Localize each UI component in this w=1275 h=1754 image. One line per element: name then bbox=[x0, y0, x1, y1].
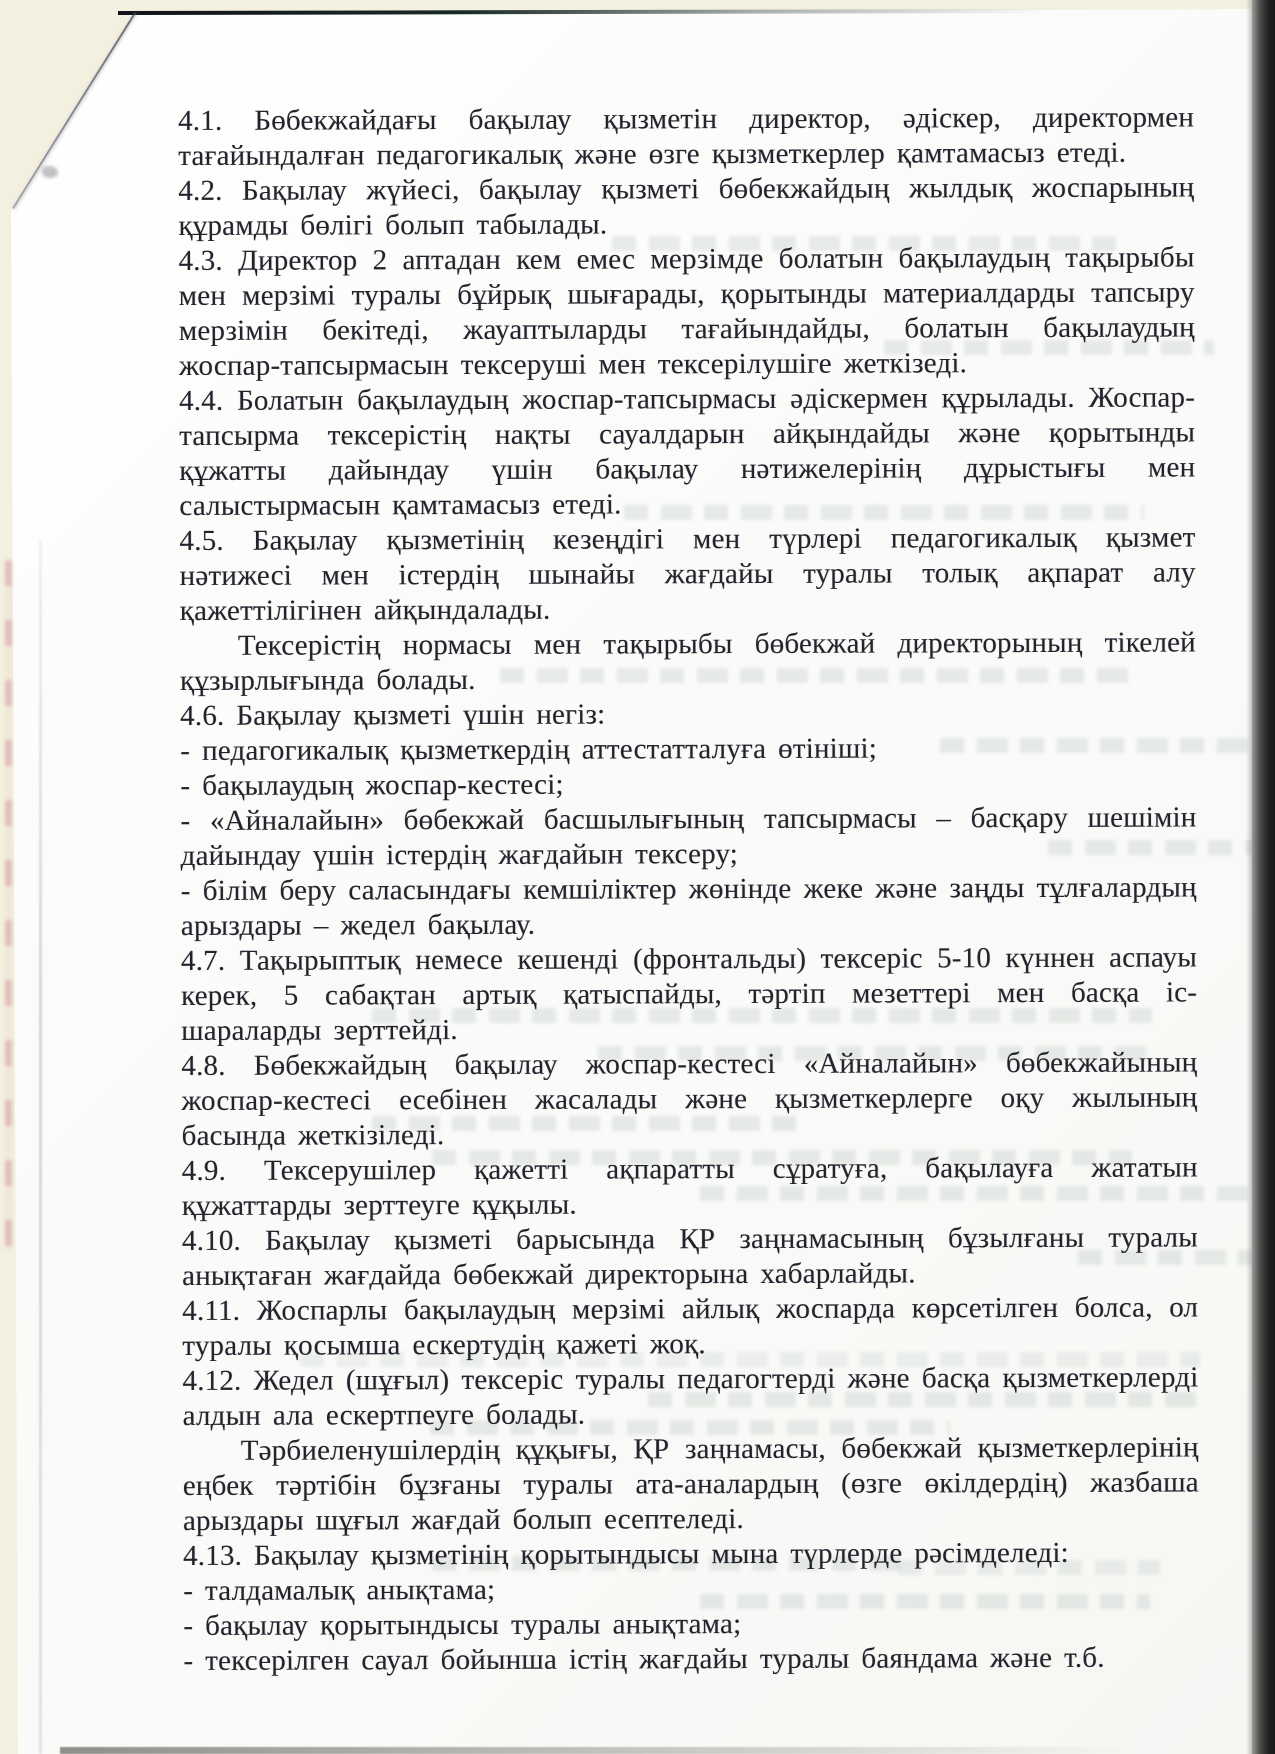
paragraph: 4.10. Бақылау қызметі барысында ҚР заңнамасының бұзылғаны туралы анықтаған жағдайда бөбекжай директорына хабарлайды. bbox=[181, 1221, 1199, 1292]
paragraph: 4.9. Тексерушілер қажетті ақпаратты сұратуға, бақылауға жататын құжаттарды зерттеуге құқылы. bbox=[181, 1151, 1198, 1222]
paragraph: 4.3. Директор 2 аптадан кем емес мерзімде болатын бақылаудың тақырыбы мен мерзімі туралы бұйрық шығарады, қорытынды материалдарды тапсыру мерзімін бекітеді, жауаптыларды тағайындайды, болатын бақылаудың жоспар-тапсырмасын тексеруші мен тексерілушіге жеткізеді. bbox=[178, 241, 1195, 382]
paragraph: - білім беру саласындағы кемшіліктер жөнінде жеке және заңды тұлғалардың арыздары – жедел бақылау. bbox=[180, 871, 1197, 942]
scan-edge-bottom bbox=[60, 1747, 1255, 1754]
paragraph: - бақылау қорытындысы туралы анықтама; bbox=[183, 1608, 742, 1642]
pink-edge-marks bbox=[5, 560, 12, 1250]
document-text bbox=[178, 100, 1199, 1679]
paragraph: 4.7. Тақырыптық немесе кешенді (фронтальды) тексеріс 5-10 күннен аспауы керек, 5 сабақтан артық қатыспайды, тәртіп мезеттері мен басқа іс-шараларды зерттейді. bbox=[180, 941, 1198, 1047]
paragraph: 4.2. Бақылау жүйесі, бақылау қызметі бөбекжайдың жылдық жоспарының құрамды бөлігі болып табылады. bbox=[178, 171, 1195, 242]
paragraph: Тексерістің нормасы мен тақырыбы бөбекжай директорының тікелей құзырлығында болады. bbox=[179, 626, 1196, 697]
paper-crease bbox=[39, 540, 42, 1754]
paragraph: - тексерілген сауал бойынша істің жағдайы туралы баяндама және т.б. bbox=[183, 1641, 1105, 1677]
paragraph: - «Айналайын» бөбекжай басшылығының тапсырмасы – басқару шешімін дайындау үшін істердің жағдайын тексеру; bbox=[180, 801, 1197, 872]
paragraph: - бақылаудың жоспар-кестесі; bbox=[180, 768, 564, 802]
paragraph: 4.12. Жедел (шұғыл) тексеріс туралы педагогтерді және басқа қызметкерлерді алдын ала ескертпеуге болады. bbox=[182, 1361, 1199, 1432]
paragraph: 4.5. Бақылау қызметінің кезеңдігі мен түрлері педагогикалық қызмет нәтижесі мен істердің шынайы жағдайы туралы толық ақпарат алу қажеттілігінен айқындалады. bbox=[179, 521, 1196, 627]
scan-edge-right bbox=[1252, 0, 1275, 1754]
paragraph: 4.4. Болатын бақылаудың жоспар-тапсырмасы әдіскермен құрылады. Жоспар-тапсырма тексерістің нақты сауалдарын айқындайды және қорытынды құжатты дайындау үшін бақылау нәтижелерінің дұрыстығы мен салыстырмасын қамтамасыз етеді. bbox=[178, 381, 1196, 522]
paragraph: 4.6. Бақылау қызметі үшін негіз: bbox=[180, 698, 606, 732]
paragraph: 4.1. Бөбекжайдағы бақылау қызметін директор, әдіскер, директормен тағайындалған педагогикалық және өзге қызметкерлер қамтамасыз етеді. bbox=[178, 101, 1195, 172]
paragraph: 4.11. Жоспарлы бақылаудың мерзімі айлық жоспарда көрсетілген болса, ол туралы қосымша ескертудің қажеті жоқ. bbox=[182, 1291, 1199, 1362]
paragraph: - талдамалық анықтама; bbox=[183, 1573, 496, 1607]
paragraph: 4.13. Бақылау қызметінің қорытындысы мына түрлерде рәсімделеді: bbox=[183, 1536, 1069, 1572]
paragraph: - педагогикалық қызметкердің аттестатталуға өтініші; bbox=[180, 732, 878, 767]
paragraph: Тәрбиеленушілердің құқығы, ҚР заңнамасы, бөбекжай қызметкерлерінің еңбек тәртібін бұзғаны туралы ата-аналардың (өзге өкілдердің) жазбаша арыздары шұғыл жағдай болып есептеледі. bbox=[182, 1431, 1199, 1537]
paragraph: 4.8. Бөбекжайдың бақылау жоспар-кестесі «Айналайын» бөбекжайының жоспар-кестесі есебінен жасалады және қызметкерлерге оқу жылының басында жеткізіледі. bbox=[181, 1046, 1198, 1152]
corner-smudge bbox=[42, 166, 58, 178]
